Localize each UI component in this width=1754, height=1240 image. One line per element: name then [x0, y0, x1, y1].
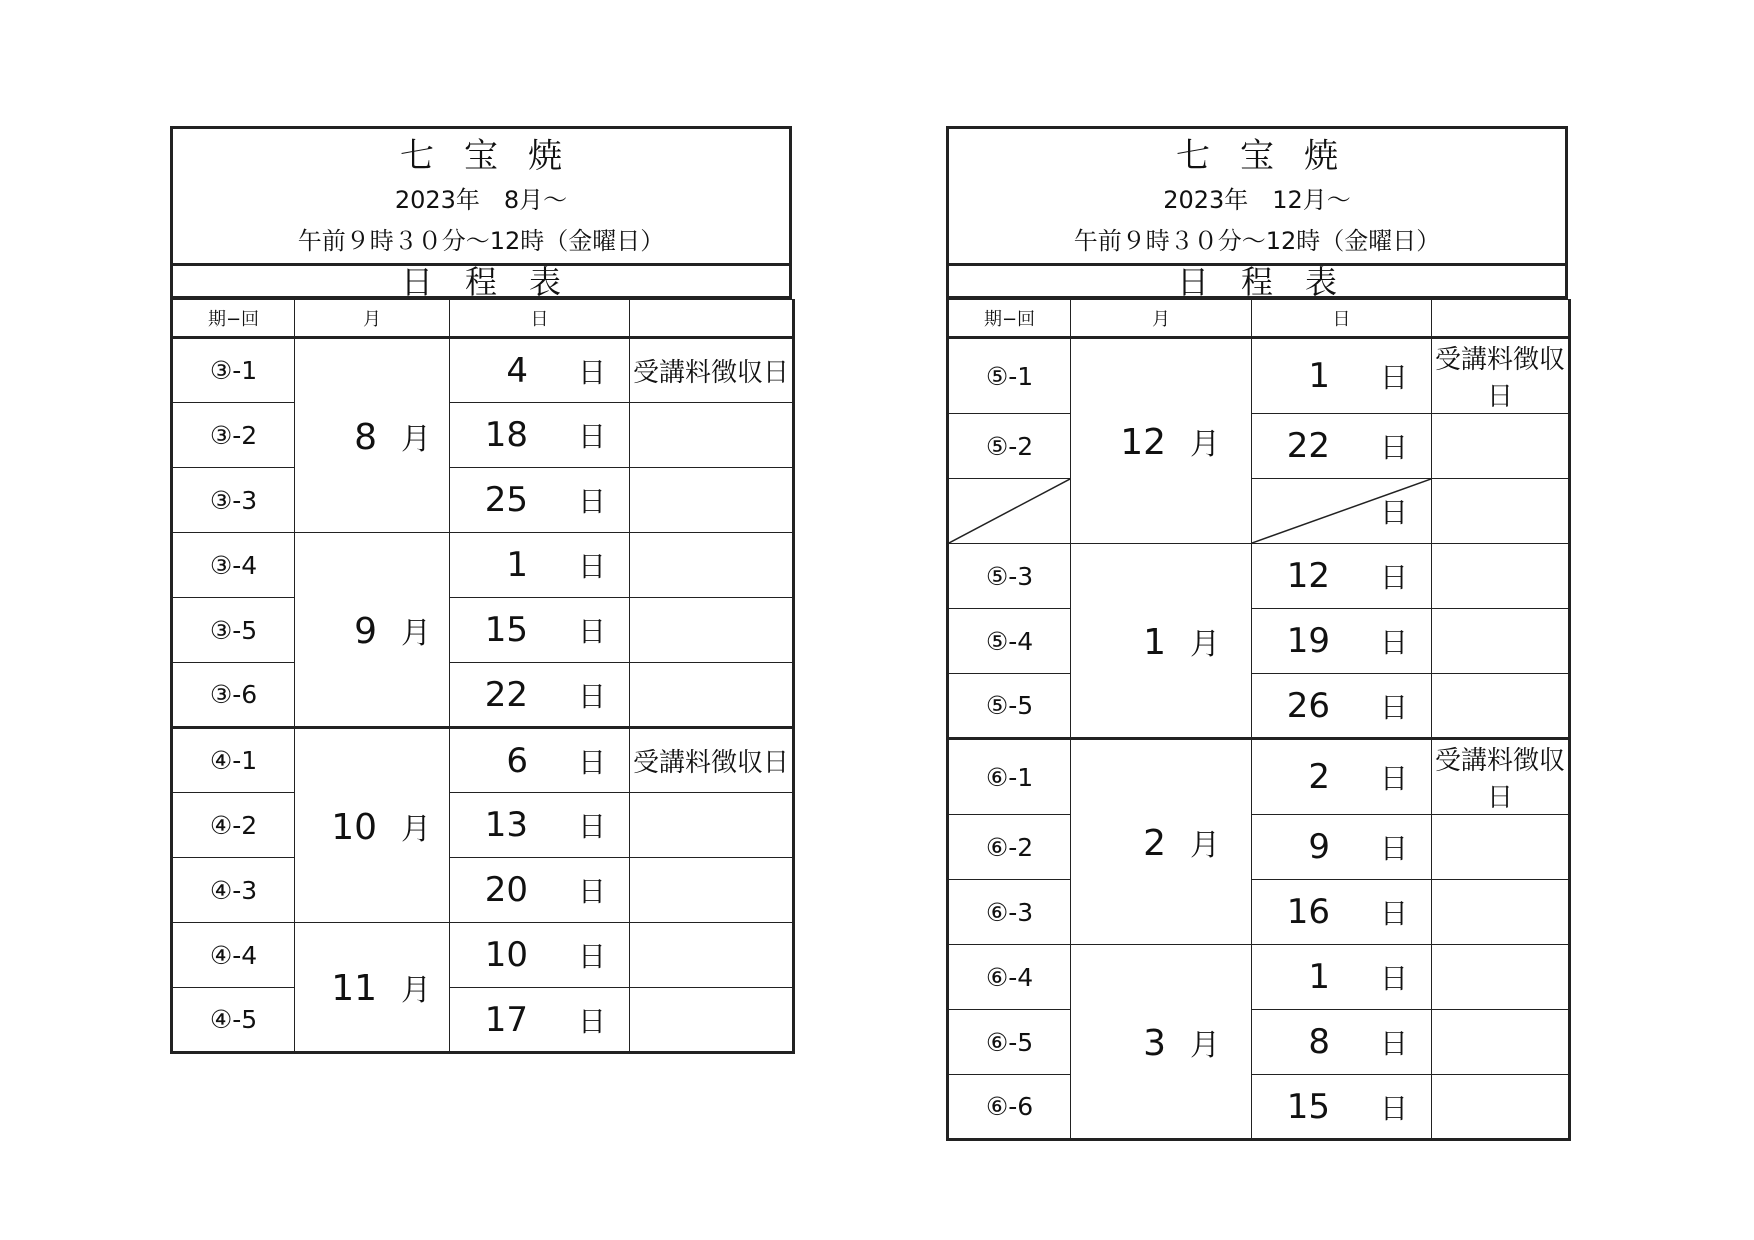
class-time: 午前９時３０分～12時（金曜日）	[297, 227, 665, 255]
session-code	[948, 479, 1071, 544]
table-row	[948, 815, 1570, 880]
header-month: 月	[295, 300, 450, 338]
month-cell	[1071, 544, 1252, 739]
table-row	[172, 728, 794, 793]
session-code: ⑤-5	[948, 674, 1071, 739]
day-cell	[450, 858, 630, 923]
header-term-session: 期−回	[948, 300, 1071, 338]
day-unit: 日	[1379, 897, 1408, 930]
day-cell	[1252, 338, 1432, 414]
session-code: ⑤-4	[948, 609, 1071, 674]
note-cell	[630, 468, 794, 533]
session-code: ④-2	[172, 793, 295, 858]
day-unit: 日	[1379, 561, 1408, 594]
day-unit: 日	[1379, 690, 1408, 724]
note-cell	[1432, 674, 1570, 739]
session-code: ③-6	[172, 663, 295, 728]
month-number: 12	[1120, 422, 1166, 463]
day-unit: 日	[1379, 1091, 1408, 1125]
month-cell	[295, 533, 450, 728]
note-cell	[1432, 609, 1570, 674]
day-unit: 日	[577, 420, 606, 453]
session-code: ③-2	[172, 403, 295, 468]
table-title: 日程表	[170, 263, 792, 299]
table-row	[172, 338, 794, 403]
note-cell	[1432, 544, 1570, 609]
day-number: 9	[1308, 827, 1330, 867]
month-cell	[295, 338, 450, 533]
table-row	[172, 598, 794, 663]
note-cell	[1432, 815, 1570, 880]
session-code: ⑥-1	[948, 739, 1071, 815]
day-number: 1	[1308, 356, 1330, 396]
day-cell	[1252, 815, 1432, 880]
table-row	[948, 674, 1570, 739]
session-code: ⑥-5	[948, 1010, 1071, 1075]
period-start: 2023年 8月～	[394, 186, 568, 214]
note-cell	[1432, 479, 1570, 544]
day-unit: 日	[1379, 832, 1408, 865]
day-number: 15	[484, 610, 528, 650]
header-month: 月	[1071, 300, 1252, 338]
day-number: 12	[1286, 556, 1330, 596]
day-number: 15	[1286, 1086, 1330, 1127]
day-cell	[450, 403, 630, 468]
day-unit: 日	[577, 615, 606, 648]
table-row	[172, 468, 794, 533]
session-code: ⑤-2	[948, 414, 1071, 479]
session-code: ⑥-2	[948, 815, 1071, 880]
day-number: 22	[484, 674, 528, 715]
note-cell: 受講料徴収日	[630, 728, 794, 793]
note-cell	[1432, 1010, 1570, 1075]
month-unit: 月	[401, 615, 431, 651]
header-row	[948, 300, 1570, 338]
day-cell	[450, 923, 630, 988]
month-unit: 月	[401, 811, 431, 847]
header-note	[1432, 300, 1570, 338]
table-row	[172, 533, 794, 598]
table-row	[172, 988, 794, 1053]
month-unit: 月	[401, 973, 431, 1008]
day-number: 2	[1308, 757, 1330, 797]
note-cell	[630, 793, 794, 858]
day-unit: 日	[577, 875, 606, 908]
month-cell	[295, 728, 450, 923]
day-cell	[1252, 739, 1432, 815]
header-term-session: 期−回	[172, 300, 295, 338]
session-code: ④-5	[172, 988, 295, 1053]
note-cell: 受講料徴収日	[1432, 338, 1570, 414]
session-code: ④-1	[172, 728, 295, 793]
month-number: 8	[354, 416, 377, 458]
table-row	[948, 414, 1570, 479]
table-row	[948, 1075, 1570, 1140]
session-code: ④-4	[172, 923, 295, 988]
day-cell	[1252, 1010, 1432, 1075]
day-cell	[1252, 945, 1432, 1010]
day-number: 1	[506, 545, 528, 585]
diagonal-slash	[1252, 479, 1431, 543]
sheet-header	[946, 126, 1568, 263]
month-number: 2	[1143, 823, 1166, 864]
session-code: ⑥-3	[948, 880, 1071, 945]
day-unit: 日	[1379, 626, 1408, 659]
table-row	[948, 544, 1570, 609]
header-day: 日	[450, 300, 630, 338]
note-cell	[630, 923, 794, 988]
session-code: ③-1	[172, 338, 295, 403]
day-unit: 日	[1379, 962, 1408, 995]
table-row	[948, 945, 1570, 1010]
note-cell	[630, 988, 794, 1053]
day-number: 6	[506, 740, 528, 781]
table-row	[172, 663, 794, 728]
month-cell	[1071, 338, 1252, 544]
month-unit: 月	[1190, 828, 1220, 863]
day-number: 17	[484, 999, 528, 1040]
day-unit: 日	[1379, 361, 1408, 394]
day-unit: 日	[1379, 431, 1408, 464]
note-cell	[630, 403, 794, 468]
day-cell	[450, 988, 630, 1053]
day-cell	[1252, 880, 1432, 945]
day-unit: 日	[577, 1004, 606, 1038]
table-row	[172, 923, 794, 988]
day-unit: 日	[577, 940, 606, 973]
month-cell	[1071, 739, 1252, 945]
day-cell	[1252, 674, 1432, 739]
note-cell	[1432, 1075, 1570, 1140]
month-number: 11	[331, 968, 377, 1009]
day-unit: 日	[1379, 762, 1408, 795]
table-row	[172, 858, 794, 923]
month-number: 10	[331, 806, 377, 848]
month-cell	[295, 923, 450, 1053]
course-title: 七宝焼	[1176, 136, 1368, 176]
day-number: 19	[1286, 621, 1330, 661]
session-code: ③-3	[172, 468, 295, 533]
session-code: ④-3	[172, 858, 295, 923]
day-number: 20	[484, 870, 528, 910]
day-number: 18	[484, 415, 528, 455]
day-unit: 日	[1379, 496, 1408, 529]
session-code: ⑥-4	[948, 945, 1071, 1010]
day-number: 22	[1286, 426, 1330, 466]
table-row	[172, 793, 794, 858]
schedule-table	[170, 299, 795, 1054]
note-cell	[630, 663, 794, 728]
note-cell	[1432, 414, 1570, 479]
table-row	[172, 403, 794, 468]
month-unit: 月	[1190, 427, 1220, 462]
session-code: ⑤-3	[948, 544, 1071, 609]
period-start: 2023年 12月～	[1163, 186, 1351, 214]
day-unit: 日	[1379, 1027, 1408, 1060]
note-cell	[1432, 945, 1570, 1010]
day-cell	[450, 793, 630, 858]
session-code: ⑥-6	[948, 1075, 1071, 1140]
header-note	[630, 300, 794, 338]
day-number: 8	[1308, 1022, 1330, 1062]
month-number: 9	[354, 610, 377, 652]
table-title: 日程表	[946, 263, 1568, 299]
session-code: ⑤-1	[948, 338, 1071, 414]
day-unit: 日	[577, 810, 606, 843]
day-number: 16	[1286, 892, 1330, 932]
day-cell	[1252, 479, 1432, 544]
note-cell: 受講料徴収日	[630, 338, 794, 403]
day-number: 4	[506, 350, 528, 391]
day-unit: 日	[577, 550, 606, 583]
month-unit: 月	[1190, 1027, 1220, 1063]
class-time: 午前９時３０分～12時（金曜日）	[1073, 227, 1441, 255]
diagonal-slash	[949, 479, 1070, 543]
note-cell	[630, 533, 794, 598]
table-row	[948, 1010, 1570, 1075]
schedule-sheet-right	[946, 126, 1568, 1141]
day-cell	[450, 598, 630, 663]
session-code: ③-4	[172, 533, 295, 598]
day-cell	[1252, 544, 1432, 609]
note-cell: 受講料徴収日	[1432, 739, 1570, 815]
month-unit: 月	[401, 421, 431, 457]
table-row	[948, 338, 1570, 414]
sheet-header	[170, 126, 792, 263]
day-number: 25	[484, 480, 528, 520]
day-cell	[450, 533, 630, 598]
day-number: 1	[1308, 957, 1330, 997]
day-cell	[450, 728, 630, 793]
day-cell	[1252, 1075, 1432, 1140]
day-cell	[1252, 414, 1432, 479]
day-unit: 日	[577, 485, 606, 518]
day-number: 13	[484, 805, 528, 845]
day-cell	[450, 338, 630, 403]
day-cell	[1252, 609, 1432, 674]
table-row	[948, 479, 1570, 544]
month-cell	[1071, 945, 1252, 1140]
month-unit: 月	[1190, 626, 1220, 662]
header-row	[172, 300, 794, 338]
schedule-table	[946, 299, 1571, 1141]
schedule-sheet-left	[170, 126, 792, 1054]
note-cell	[1432, 880, 1570, 945]
session-code: ③-5	[172, 598, 295, 663]
day-number: 26	[1286, 685, 1330, 726]
note-cell	[630, 858, 794, 923]
month-number: 1	[1143, 621, 1166, 663]
day-unit: 日	[577, 745, 606, 779]
day-number: 10	[484, 935, 528, 975]
day-unit: 日	[577, 679, 606, 713]
table-row	[948, 739, 1570, 815]
note-cell	[630, 598, 794, 663]
course-title: 七宝焼	[400, 136, 592, 176]
table-row	[948, 880, 1570, 945]
header-day: 日	[1252, 300, 1432, 338]
table-row	[948, 609, 1570, 674]
day-cell	[450, 663, 630, 728]
month-number: 3	[1143, 1022, 1166, 1064]
day-cell	[450, 468, 630, 533]
day-unit: 日	[577, 355, 606, 389]
